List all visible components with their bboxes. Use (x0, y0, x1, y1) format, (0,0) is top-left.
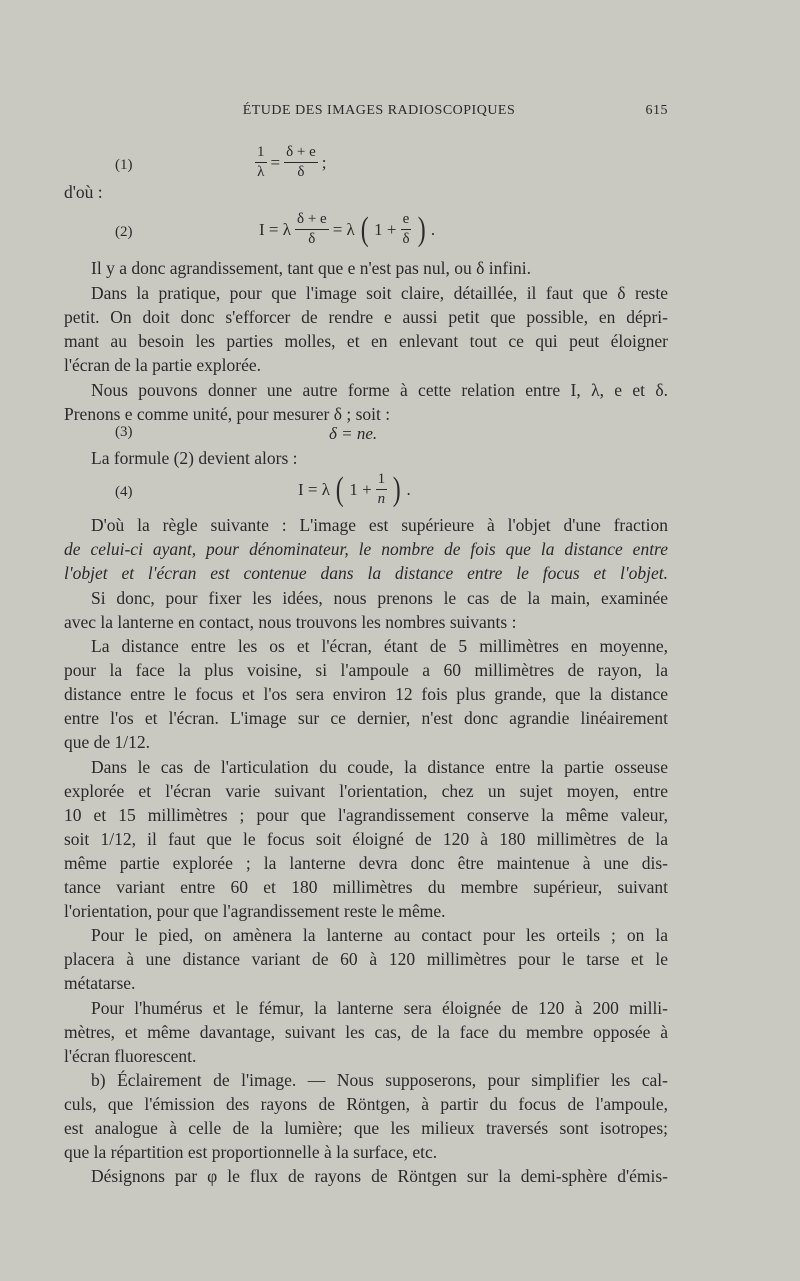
page-number: 615 (645, 103, 668, 118)
text-line: D'où la règle suivante : L'image est supérieure à l'objet d'une fraction (91, 515, 668, 535)
text-line: d'où : (64, 182, 103, 202)
text-line: de celui-ci ayant, pour dénominateur, le nombre de fois que la distance entre (64, 539, 668, 559)
equation-1: (1) $\frac{1}{\lambda}$ = $\frac{\delta + e}{\delta}$ ; (115, 144, 327, 180)
text-line: Si donc, pour fixer les idées, nous prenons le cas de la main, examinée (91, 588, 668, 608)
text-line: que la répartition est proportionnelle à la surface, etc. (64, 1142, 438, 1162)
text-line: Pour le pied, on amènera la lanterne au contact pour les orteils ; on la (91, 925, 668, 945)
fraction: $\frac{e}{\delta}$ (402, 211, 410, 247)
text-line: que de 1/12. (64, 732, 151, 752)
equation-4: (4) I = λ ( 1 + $\frac{1}{n}$ ) . (115, 470, 411, 508)
fraction: $\frac{\delta + e}{\delta}$ (297, 211, 327, 247)
equation-body: δ = ne. (329, 424, 378, 443)
text-line: La distance entre les os et l'écran, étant de 5 millimètres en moyenne, (91, 636, 668, 656)
text-line: Pour l'humérus et le fémur, la lanterne sera éloignée de 120 à 200 milli- (91, 998, 668, 1018)
equation-number: (2) (115, 224, 133, 240)
text-line: Il y a donc agrandissement, tant que e n'est pas nul, ou δ infini. (91, 258, 532, 278)
text-line: Nous pouvons donner une autre forme à cette relation entre I, λ, e et δ. (91, 380, 668, 400)
equation-number: (3) (115, 424, 133, 440)
text-line: l'objet et l'écran est contenue dans la distance entre le focus et l'objet. (64, 563, 668, 583)
text-line: explorée et l'écran varie suivant l'orientation, chez un sujet moyen, entre (64, 781, 668, 801)
text-line: pour la face la plus voisine, si l'ampoule a 60 millimètres de rayon, la (64, 660, 668, 680)
text-line: Désignons par φ le flux de rayons de Röntgen sur la demi-sphère d'émis- (91, 1166, 668, 1186)
text-line: l'écran fluorescent. (64, 1046, 197, 1066)
text-line: même partie explorée ; la lanterne devra donc être maintenue à une dis- (64, 853, 668, 873)
fraction: $\frac{1}{n}$ (377, 471, 386, 507)
equation-number: (4) (115, 484, 133, 500)
text-line: mant au besoin les parties molles, et en enlevant tout ce qui peut éloigner (64, 331, 668, 351)
text-line: Dans la pratique, pour que l'image soit claire, détaillée, il faut que δ reste (91, 283, 668, 303)
equation-number: (1) (115, 157, 133, 173)
header-title: ÉTUDE DES IMAGES RADIOSCOPIQUES (242, 103, 516, 118)
text-line: placera à une distance variant de 60 à 120 millimètres pour le tarse et le (64, 949, 668, 969)
text-line: Dans le cas de l'articulation du coude, la distance entre la partie osseuse (91, 757, 668, 777)
text-line: b) Éclairement de l'image. — Nous supposerons, pour simplifier les cal- (91, 1070, 668, 1090)
text-line: petit. On doit donc s'efforcer de rendre e aussi petit que possible, en dépri- (64, 307, 668, 327)
text-line: culs, que l'émission des rayons de Röntgen, à partir du focus de l'ampoule, (64, 1094, 668, 1114)
text-line: est analogue à celle de la lumière; que les milieux traversés sont isotropes; (64, 1118, 668, 1138)
running-header (90, 103, 668, 123)
text-line: Prenons e comme unité, pour mesurer δ ; soit : (64, 404, 391, 424)
text-line: distance entre le focus et l'os sera environ 12 fois plus grande, que la distance (64, 684, 668, 704)
text-line: métatarse. (64, 973, 136, 993)
text-line: l'écran de la partie explorée. (64, 355, 261, 375)
text-line: mètres, et même davantage, suivant les cas, de la face du membre opposée à (64, 1022, 668, 1042)
text-line: avec la lanterne en contact, nous trouvons les nombres suivants : (64, 612, 517, 632)
equation-2: (2) I = λ $\frac{\delta + e}{\delta}$ = λ ( 1 + $\frac{e}{\delta}$ ) . (115, 210, 436, 248)
fraction: $\frac{\delta + e}{\delta}$ (286, 144, 316, 180)
fraction: $\frac{1}{\lambda}$ (257, 144, 265, 180)
text-line: 10 et 15 millimètres ; pour que l'agrandissement conserve la même valeur, (64, 805, 668, 825)
text-line: l'orientation, pour que l'agrandissement reste le même. (64, 901, 446, 921)
text-line: entre l'os et l'écran. L'image sur ce dernier, n'est donc agrandie linéairement (64, 708, 668, 728)
text-line: soit 1/12, il faut que le focus soit éloigné de 120 à 180 millimètres de la (64, 829, 668, 849)
text-line: tance variant entre 60 et 180 millimètres du membre supérieur, suivant (64, 877, 668, 897)
text-line: La formule (2) devient alors : (91, 448, 298, 468)
